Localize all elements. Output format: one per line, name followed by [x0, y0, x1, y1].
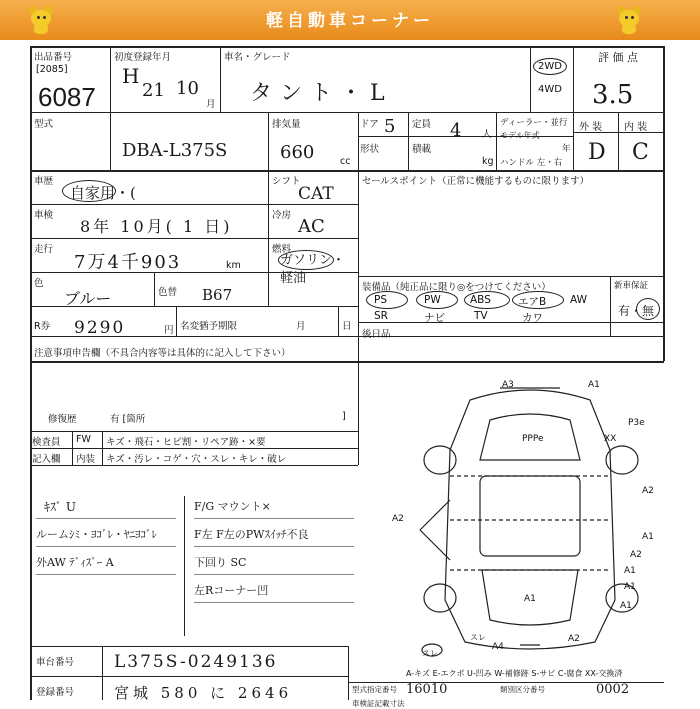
recycle-value: 9290: [74, 318, 126, 338]
remark-left-1: ｷｽﾞ U: [44, 500, 76, 514]
name-label: 車名・グレード: [224, 52, 291, 63]
color-label: 色: [34, 278, 44, 289]
sales-point-label: セールスポイント（正常に機能するものに限ります）: [362, 176, 590, 187]
car-history-label: 車歴: [34, 176, 54, 187]
diag-mark-a1-top: A1: [588, 380, 600, 390]
drive-2wd: 2WD: [538, 61, 562, 72]
chassis-number: L375S-0249136: [114, 652, 278, 672]
register-label: 登録番号: [36, 687, 75, 698]
bear-mascot-icon: [616, 6, 642, 34]
diag-mark-a1-r3: A1: [620, 601, 632, 611]
equip-ps: PS: [374, 294, 387, 306]
lot-number: 6087: [38, 82, 96, 112]
model-label: 型式: [34, 119, 54, 130]
car-name: タント・L: [250, 81, 393, 106]
form-value: 16010: [406, 682, 448, 697]
lot-label: 出品番号: [34, 52, 73, 63]
color-code-label: 色替: [158, 287, 178, 298]
interior-items: キズ・汚レ・コゲ・穴・スレ・キレ・破レ: [106, 454, 287, 465]
mileage-unit: km: [226, 260, 241, 271]
first-reg-era: H: [122, 64, 140, 88]
diag-mark-scuff: スレ: [470, 633, 486, 642]
damage-legend: A-キズ E-エクボ U-凹み W-補修跡 S-サビ C-腐食 XX-交換済: [406, 669, 623, 678]
diag-mark-a2-right: A2: [642, 486, 654, 496]
repair-value: 有 [箇所: [110, 414, 146, 425]
banner-title: 軽自動車コーナー: [266, 11, 434, 31]
remark-left-3: 外AW ﾃﾞｨｽﾞｰ A: [36, 556, 114, 569]
first-reg-year: 21: [142, 80, 165, 101]
equip-aw: AW: [570, 294, 587, 306]
repair-close: ]: [342, 411, 346, 422]
equipment-label: 装備品（純正品に限り◎をつけてください）: [362, 282, 551, 293]
diag-mark-a3: A3: [502, 380, 514, 390]
equip-sr: SR: [374, 310, 388, 322]
diag-mark-ppe: PPPe: [522, 434, 544, 444]
drive-4wd: 4WD: [538, 84, 562, 95]
ext-label: 外 装: [579, 122, 603, 133]
register-number: 宮城 580 に 2646: [114, 684, 293, 702]
diag-mark-a1-r5: A1: [624, 566, 636, 576]
repair-label: 修復歴: [48, 414, 77, 425]
fuel-options: ガソリン・軽油: [280, 253, 346, 286]
lot-sub: [2085]: [36, 64, 68, 75]
equip-pw: PW: [424, 294, 441, 306]
recycle-label: R券: [34, 321, 51, 332]
load-label: 積載: [412, 144, 432, 155]
mileage-value: 7万4千903: [74, 252, 182, 273]
fuel-label: 燃料: [272, 244, 292, 255]
mileage-change-month: 月: [296, 321, 306, 332]
fuel-circle: [278, 250, 334, 270]
equip-ps-circle: [366, 291, 408, 309]
diag-mark-scuff-2: スレ: [422, 649, 438, 658]
seats-label: 定員: [412, 119, 432, 130]
shift-value: CAT: [298, 184, 334, 204]
diag-mark-p3e: P3e: [628, 418, 645, 428]
notes-label: 注意事項申告欄（不具合内容等は具体的に記入して下さい）: [34, 348, 291, 359]
ac-label: 冷房: [272, 210, 292, 221]
disp-label: 排気量: [272, 119, 301, 130]
car-damage-diagram: [410, 380, 664, 660]
equip-pw-circle: [416, 291, 458, 309]
inspection-label: 車検: [34, 210, 54, 221]
first-reg-month-unit: 月: [206, 99, 216, 110]
class-label: 類別区分番号: [500, 685, 545, 694]
warranty-value: 有・無: [618, 304, 655, 318]
back-seat-label: 後日品: [362, 329, 391, 340]
model-year-label: モデル年式: [500, 131, 540, 140]
diag-mark-xx: XX: [604, 434, 617, 444]
remark-right-3: 下回り SC: [194, 556, 247, 569]
int-label: 内 装: [624, 122, 648, 133]
disp-unit: cc: [340, 156, 351, 167]
diag-mark-a2-left: A2: [392, 514, 404, 524]
equip-tv: TV: [474, 310, 488, 322]
first-reg-month: 10: [176, 78, 199, 99]
fw-head: FW: [76, 434, 91, 445]
form-label: 型式指定番号: [352, 685, 397, 694]
remark-left-2: ルームｼﾐ・ﾖｺﾞﾚ・ﾔﾆﾖｺﾞﾚ: [36, 528, 157, 541]
fw-items: キズ・飛石・ヒビ割・リペア跡・×要: [106, 437, 266, 448]
model-year-unit: 年: [562, 144, 571, 154]
color-code: B67: [202, 286, 233, 304]
diag-mark-a1-right: A1: [642, 532, 654, 542]
seats-unit: 人: [482, 129, 492, 140]
warranty-label: 新車保証: [614, 281, 649, 291]
diag-mark-a2-rear: A2: [568, 634, 580, 644]
disp-value: 660: [280, 142, 315, 163]
equip-leather: カワ: [522, 312, 543, 324]
diag-mark-a2-r2: A2: [630, 550, 642, 560]
shape-label: 形状: [360, 144, 380, 155]
ac-value: AC: [298, 216, 325, 237]
shift-label: シフト: [272, 176, 301, 187]
warranty-circle: [636, 298, 660, 320]
class-value: 0002: [596, 682, 630, 697]
handle-label: ハンドル 左・右: [500, 158, 563, 168]
equip-abs-circle: [464, 291, 510, 309]
remark-right-2: F左 F左のPWｽｲｯﾁ不良: [194, 528, 309, 541]
car-history-value: 自家用・(: [70, 184, 136, 202]
mileage-change-label: 名変猶予期限: [180, 321, 238, 332]
model-value: DBA-L375S: [122, 140, 228, 161]
score-value: 3.5: [592, 80, 634, 110]
interior-head: 内装: [76, 454, 96, 465]
door-label: ドア: [360, 119, 379, 130]
recycle-unit: 円: [164, 325, 174, 336]
diag-mark-a1-r4: A1: [624, 582, 636, 592]
mileage-label: 走行: [34, 244, 54, 255]
color-value: ブルー: [64, 289, 112, 308]
first-reg-label: 初度登録年月: [114, 52, 172, 63]
equip-airbag: エアB: [518, 296, 547, 308]
door-value: 5: [384, 116, 396, 137]
equip-airbag-circle: [512, 291, 564, 309]
load-unit: kg: [482, 156, 494, 167]
equip-navi: ナビ: [424, 312, 445, 324]
bear-mascot-icon: [28, 6, 54, 34]
dealer-label: ディーラー・並行: [500, 118, 568, 128]
seats-value: 4: [450, 120, 462, 141]
drive-2wd-circle: [533, 58, 567, 75]
entry-label: 記入欄: [32, 454, 61, 465]
auction-sheet: [30, 46, 664, 708]
int-score: C: [632, 140, 649, 165]
score-label: 評 価 点: [598, 51, 638, 64]
remark-right-4: 左Rコーナー凹: [194, 584, 269, 597]
diag-mark-a4: A4: [492, 642, 504, 652]
inspector-label: 検査員: [32, 437, 61, 448]
inspection-value: 8年 10月( 1 日): [80, 217, 233, 236]
mileage-change-day: 日: [342, 321, 352, 332]
chassis-label: 車台番号: [36, 657, 75, 668]
ext-score: D: [588, 140, 606, 165]
remark-right-1: F/G マウント×: [194, 500, 271, 513]
dims-label: 車検証記載寸法: [352, 699, 405, 708]
equip-abs: ABS: [470, 294, 491, 306]
diag-mark-a1-rear: A1: [524, 594, 536, 604]
car-history-circle: [62, 180, 116, 202]
